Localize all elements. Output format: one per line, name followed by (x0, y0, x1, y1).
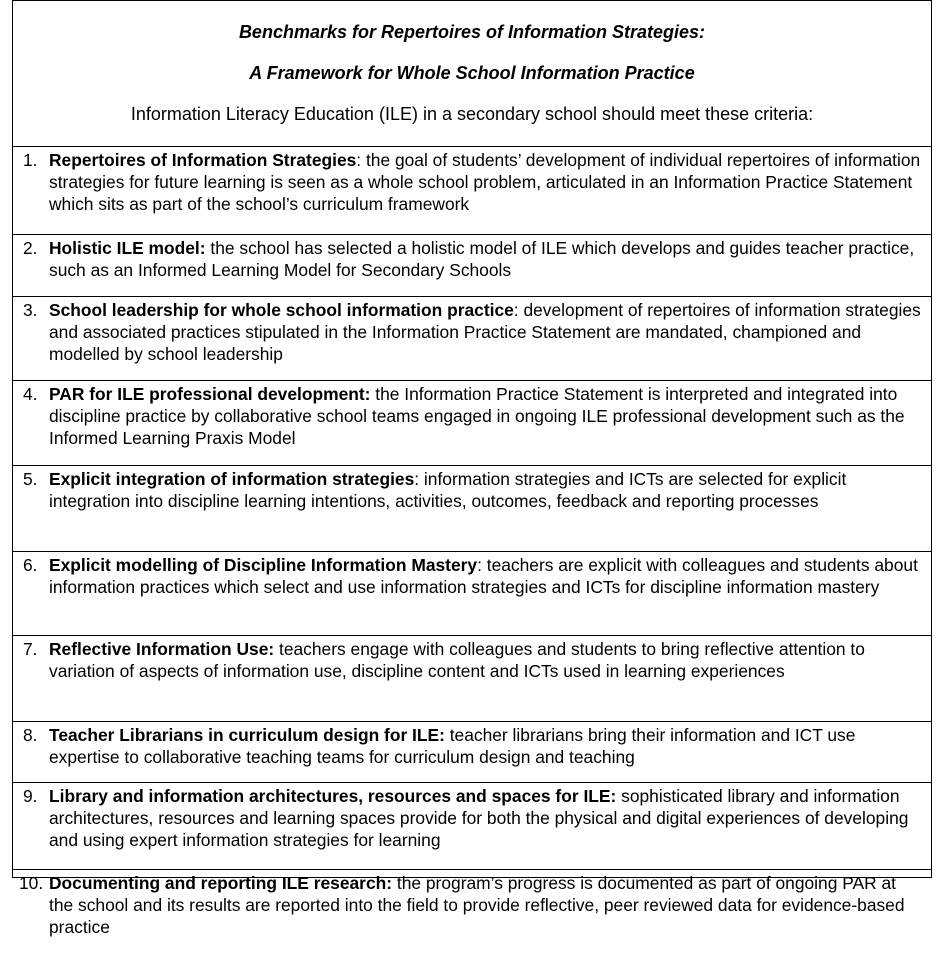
criterion-number: 6. (23, 555, 38, 575)
criterion-term: Holistic ILE model: (49, 238, 206, 258)
criterion-row (13, 381, 931, 466)
criterion-text: teachers engage with colleagues and students to bring reflective attention to variation of aspects of information use, discipline content and ICTs used in learning experiences (49, 639, 865, 681)
criterion-text: : teachers are explicit with colleagues and students about information practices which select and use information strategies and ICTs for discipline information mastery (49, 555, 918, 597)
table-header (13, 1, 931, 147)
criterion-row (13, 870, 931, 955)
criterion-text: teacher librarians bring their information and ICT use expertise to collaborative teaching teams for curriculum design and teaching (49, 725, 856, 767)
criterion-number: 3. (23, 300, 38, 320)
criterion-number: 7. (23, 639, 38, 659)
criterion-term: Library and information architectures, resources and spaces for ILE: (49, 786, 617, 806)
criterion-number: 2. (23, 238, 38, 258)
intro-text: Information Literacy Education (ILE) in a secondary school should meet these criteria: (130, 104, 814, 124)
criterion-term: Reflective Information Use: (49, 639, 275, 659)
criterion-row (13, 636, 931, 722)
criterion-text: : information strategies and ICTs are selected for explicit integration into discipline learning intentions, activities, outcomes, feedback and reporting processes (49, 469, 847, 511)
criterion-row (13, 722, 931, 783)
criterion-text: : the goal of students’ development of individual repertoires of information strategies for future learning is seen as a whole school problem, articulated in an Information Practice Statement which sits as part of the school’s curriculum framework (49, 150, 921, 214)
criterion-number: 8. (23, 725, 38, 745)
criterion-term: Teacher Librarians in curriculum design for ILE: (49, 725, 445, 745)
criterion-term: School leadership for whole school information practice (49, 300, 514, 320)
title-line-1: Benchmarks for Repertoires of Information Strategies: (238, 22, 706, 42)
criterion-row (13, 297, 931, 381)
criterion-term: Explicit modelling of Discipline Information Mastery (49, 555, 478, 575)
criterion-text: : development of repertoires of information strategies and associated practices stipulated in the Information Practice Statement are mandated, championed and modelled by school leadership (49, 300, 921, 364)
benchmarks-table (12, 0, 932, 937)
criterion-row (13, 147, 931, 235)
criteria-list (13, 147, 931, 955)
criterion-text: sophisticated library and information architectures, resources and learning spaces provide for both the physical and digital experiences of developing and using expert information strategies for learning (49, 786, 909, 850)
criterion-row (13, 466, 931, 552)
criterion-number: 10. (19, 873, 44, 893)
criterion-number: 5. (23, 469, 38, 489)
criterion-number: 1. (23, 150, 38, 170)
criterion-text: the program’s progress is documented as part of ongoing PAR at the school and its results are reported into the field to provide reflective, peer reviewed data for evidence-based practice (49, 873, 905, 937)
criterion-row (13, 783, 931, 870)
criterion-text: the Information Practice Statement is interpreted and integrated into discipline practice by collaborative school teams engaged in ongoing ILE professional development such as the Informed Learning Praxis Model (49, 384, 905, 448)
criterion-term: Repertoires of Information Strategies (49, 150, 357, 170)
criterion-text: the school has selected a holistic model of ILE which develops and guides teacher practice, such as an Informed Learning Model for Secondary Schools (49, 238, 915, 280)
criterion-row (13, 552, 931, 636)
criterion-number: 9. (23, 786, 38, 806)
criterion-row (13, 235, 931, 297)
criterion-term: Explicit integration of information strategies (49, 469, 415, 489)
title-line-2: A Framework for Whole School Information Practice (249, 63, 695, 83)
criterion-number: 4. (23, 384, 38, 404)
criterion-term: PAR for ILE professional development: (49, 384, 371, 404)
criterion-term: Documenting and reporting ILE research: (49, 873, 393, 893)
